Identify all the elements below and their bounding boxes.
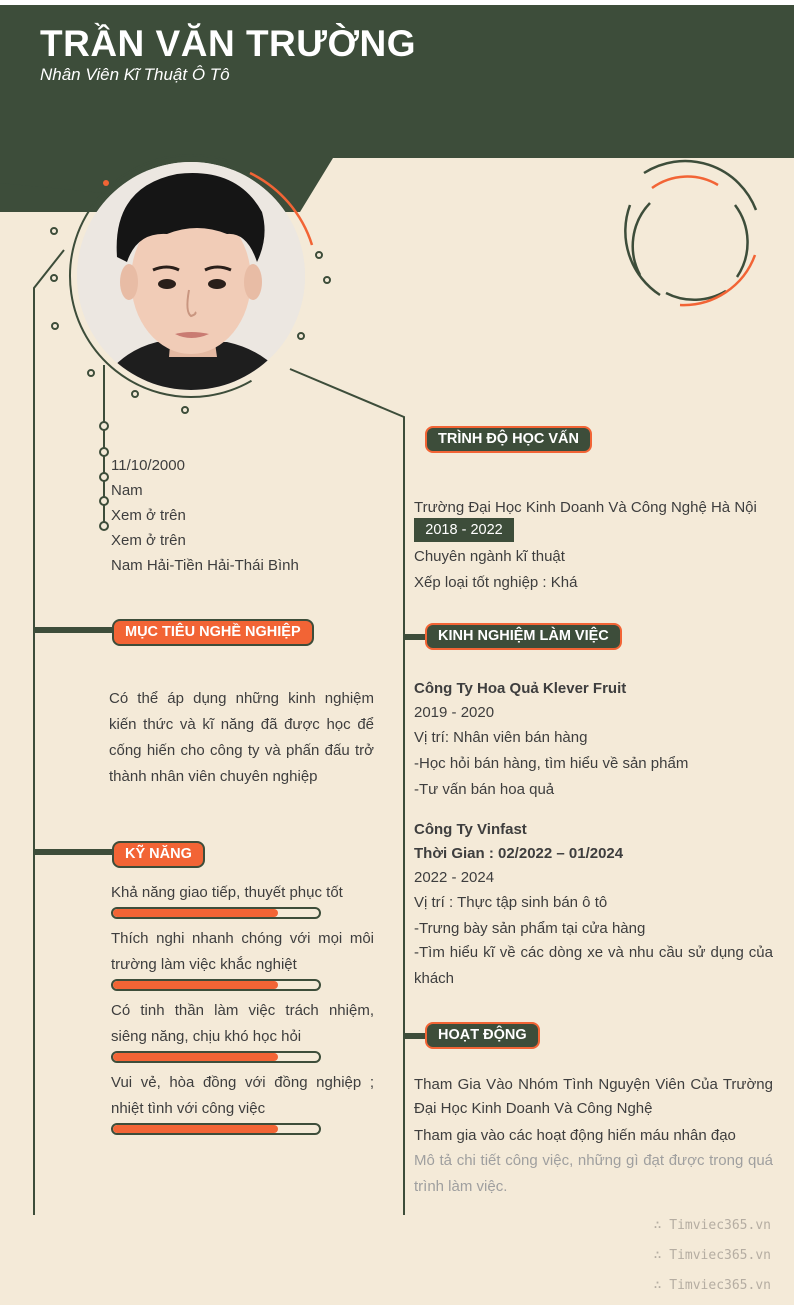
activity-item: Tham gia vào các hoạt động hiến máu nhân đạo xyxy=(414,1127,736,1144)
phone: Xem ở trên xyxy=(111,507,186,524)
birthday: 11/10/2000 xyxy=(111,457,185,474)
job-period: 2022 - 2024 xyxy=(414,869,495,886)
skill-label: Khả năng giao tiếp, thuyết phục tốt xyxy=(111,884,343,901)
company-name: Công Ty Hoa Quả Klever Fruit xyxy=(414,680,627,697)
activities-heading: HOẠT ĐỘNG xyxy=(425,1022,540,1049)
objective-heading: MỤC TIÊU NGHỀ NGHIỆP xyxy=(112,619,314,646)
skill-label: Có tinh thần làm việc trách nhiệm, siêng năng, chịu khó học hỏi xyxy=(111,1002,374,1045)
education-major: Chuyên ngành kĩ thuật xyxy=(414,548,565,565)
activity-placeholder: Mô tả chi tiết công việc, những gì đạt được trong quá trình làm việc. xyxy=(414,1152,773,1195)
address: Nam Hải-Tiền Hải-Thái Bình xyxy=(111,557,299,574)
job-duty: -Tìm hiểu kĩ về các dòng xe và nhu cầu sử dụng của khách xyxy=(414,944,773,987)
skill-label: Vui vẻ, hòa đồng với đồng nghiệp ; nhiệt tình với công việc xyxy=(111,1074,374,1117)
watermark: ∴ Timviec365.vn xyxy=(653,1218,771,1233)
watermark: ∴ Timviec365.vn xyxy=(653,1278,771,1293)
skill-bar xyxy=(111,979,321,991)
gender: Nam xyxy=(111,482,143,499)
job-position: Vị trí: Nhân viên bán hàng xyxy=(414,729,588,746)
candidate-name: TRẦN VĂN TRƯỜNG xyxy=(40,23,417,64)
objective-text: Có thể áp dụng những kinh nghiệm kiến thức và kĩ năng đã được học để cống hiến cho công ty và phấn đấu trở thành nhân viên chuyên nghiệp xyxy=(109,690,374,785)
activity-item: Tham Gia Vào Nhóm Tình Nguyện Viên Của Trường Đại Học Kinh Doanh Và Công Nghệ xyxy=(414,1076,773,1117)
avatar xyxy=(77,162,305,390)
cv-page xyxy=(0,5,794,1305)
skill-bar xyxy=(111,1123,321,1135)
education-years: 2018 - 2022 xyxy=(414,518,514,542)
education-heading: TRÌNH ĐỘ HỌC VẤN xyxy=(425,426,592,453)
skill-bar-fill xyxy=(113,1125,278,1133)
job-duty: -Trưng bày sản phẩm tại cửa hàng xyxy=(414,920,646,937)
job-duty: -Học hỏi bán hàng, tìm hiểu về sản phẩm xyxy=(414,755,689,772)
email: Xem ở trên xyxy=(111,532,186,549)
job-position: Vị trí : Thực tập sinh bán ô tô xyxy=(414,894,608,911)
skill-label: Thích nghi nhanh chóng với mọi môi trường làm việc khắc nghiệt xyxy=(111,930,374,973)
school-name: Trường Đại Học Kinh Doanh Và Công Nghệ Hà Nội xyxy=(414,499,757,516)
skill-bar xyxy=(111,907,321,919)
experience-heading: KINH NGHIỆM LÀM VIỆC xyxy=(425,623,622,650)
skill-bar-fill xyxy=(113,909,278,917)
skill-bar-fill xyxy=(113,981,278,989)
education-grade: Xếp loại tốt nghiệp : Khá xyxy=(414,574,578,591)
skill-bar-fill xyxy=(113,1053,278,1061)
skill-bar xyxy=(111,1051,321,1063)
job-time: Thời Gian : 02/2022 – 01/2024 xyxy=(414,845,624,862)
skills-heading: KỸ NĂNG xyxy=(112,841,205,868)
company-name: Công Ty Vinfast xyxy=(414,821,527,838)
job-period: 2019 - 2020 xyxy=(414,704,495,721)
job-title: Nhân Viên Kĩ Thuật Ô Tô xyxy=(40,65,230,84)
job-duty: -Tư vấn bán hoa quả xyxy=(414,781,555,798)
watermark: ∴ Timviec365.vn xyxy=(653,1248,771,1263)
